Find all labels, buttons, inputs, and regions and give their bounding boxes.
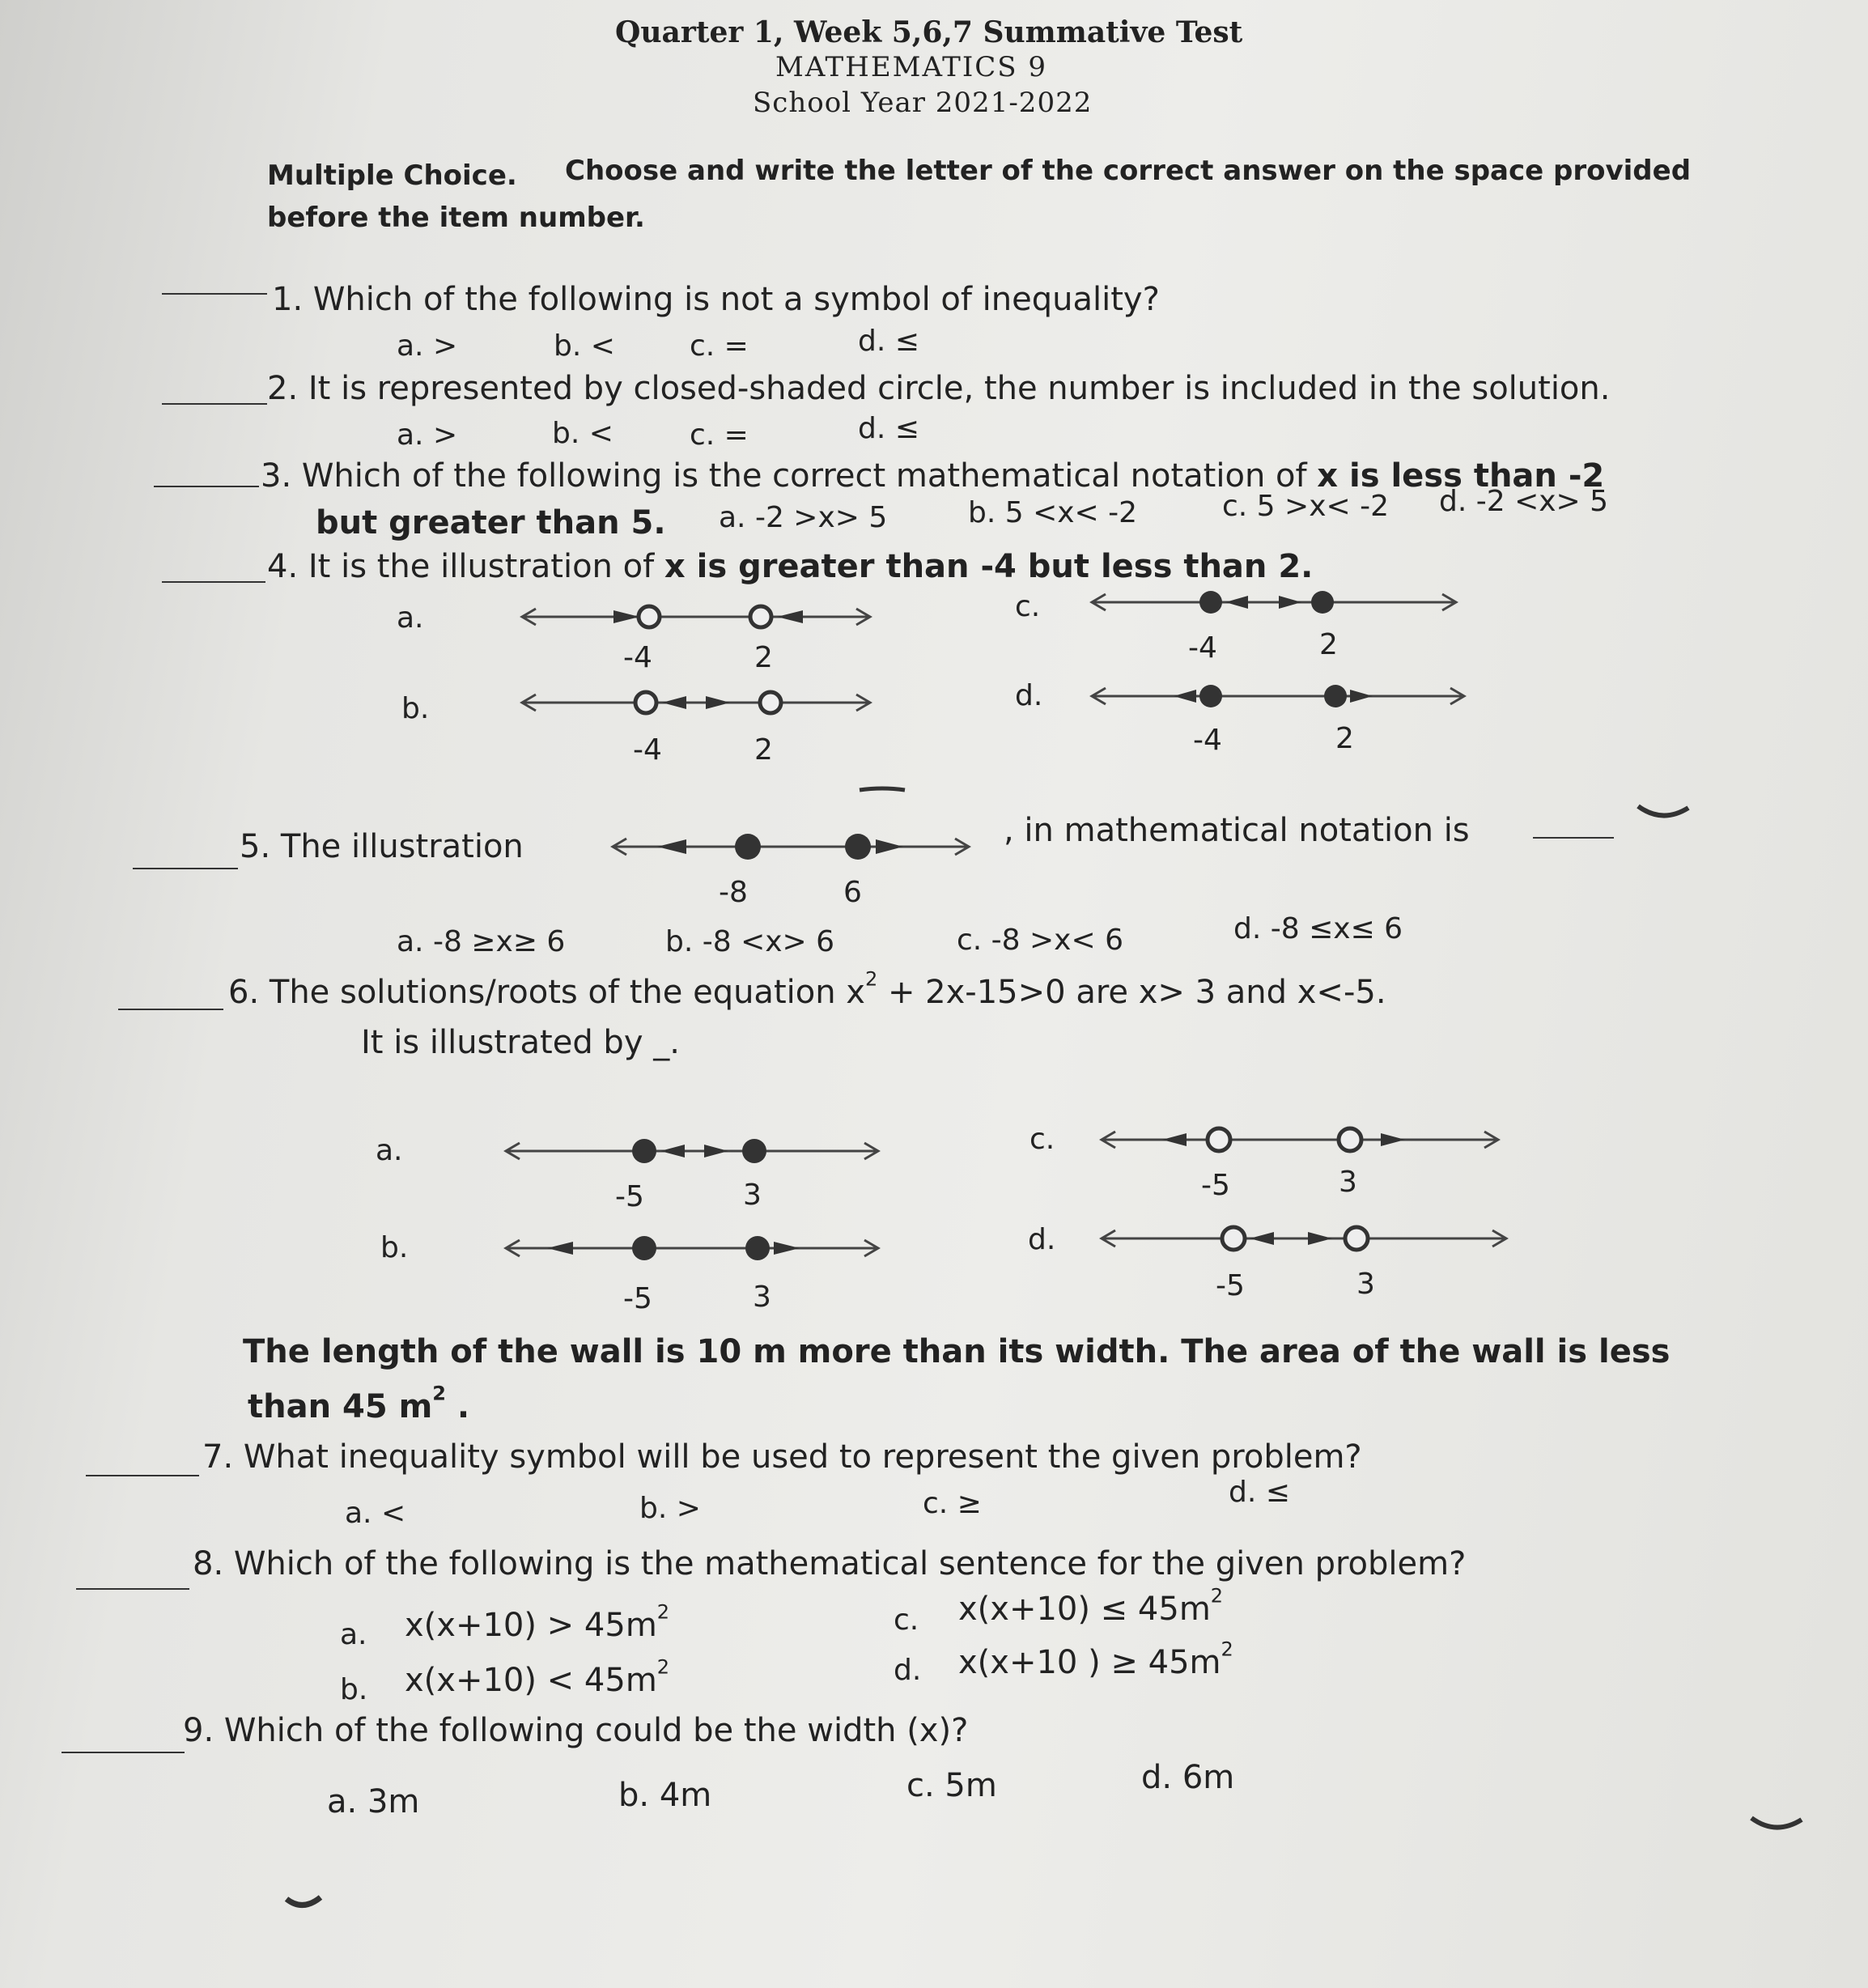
question-3 [261, 457, 1605, 495]
number-line-q6-c [1097, 1124, 1502, 1156]
number-line-q5 [609, 829, 973, 866]
q6-text: 6. The solutions/roots of the equation [228, 974, 847, 1011]
q3-option-a: a. -2 >x> 5 [719, 501, 888, 534]
q6-eq-exp: 2 [864, 967, 878, 991]
answer-blank-5[interactable] [133, 868, 238, 869]
q6-c-tick-left: -5 [1201, 1169, 1230, 1202]
q8-a-text: x(x+10) > 45m [405, 1607, 657, 1644]
q4-a-tick-left: -4 [623, 641, 652, 674]
q3-option-c: c. 5 >x< -2 [1222, 490, 1389, 523]
q6-option-c-label: c. [1030, 1123, 1055, 1156]
question-5-tail: , in mathematical notation is [1004, 812, 1470, 849]
number-line-q4-a [518, 599, 874, 631]
q4-d-tick-left: -4 [1193, 724, 1222, 757]
q3-option-d: d. -2 <x> 5 [1439, 485, 1609, 518]
test-title: Quarter 1, Week 5,6,7 Summative Test [615, 15, 1243, 49]
question-4 [267, 550, 1313, 583]
pen-mark [858, 785, 906, 795]
word-problem-line-2 [248, 1382, 470, 1425]
answer-blank-3[interactable] [154, 486, 259, 487]
q8-option-b-label: b. [340, 1673, 368, 1706]
q1-option-c: c. = [690, 329, 749, 363]
q6-option-a-label: a. [376, 1134, 403, 1167]
q8-c-text: x(x+10) ≤ 45m [958, 1591, 1211, 1628]
q5-tick-left: -8 [719, 876, 748, 909]
question-5: 5. The illustration [240, 828, 524, 865]
number-line-q6-a [502, 1135, 882, 1167]
q4-option-a-label: a. [397, 601, 424, 635]
answer-blank-2[interactable] [162, 403, 267, 405]
word-problem: The length of the wall is 10 m more than its width. The area of the wall is less [243, 1333, 1671, 1370]
question-7: 7. What inequality symbol will be used to represent the given problem? [202, 1438, 1362, 1476]
q7-option-d: d. ≤ [1229, 1476, 1290, 1509]
q6-b-tick-left: -5 [623, 1282, 652, 1315]
q8-d-text: x(x+10 ) ≥ 45m [958, 1644, 1221, 1681]
q1-option-a: a. > [397, 329, 458, 363]
number-line-q4-b [518, 686, 874, 719]
q4-d-tick-right: 2 [1335, 722, 1354, 755]
q1-option-b: b. < [554, 329, 615, 363]
q5-inline-blank[interactable] [1533, 837, 1614, 839]
q8-option-a [405, 1600, 670, 1644]
q8-b-exp: 2 [656, 1655, 670, 1679]
q5-option-b: b. -8 <x> 6 [665, 925, 835, 958]
q8-b-text: x(x+10) < 45m [405, 1662, 657, 1699]
answer-blank-6[interactable] [118, 1009, 223, 1010]
q4-text: 4. It is the illustration of [267, 548, 664, 585]
q4-text-bold: x is greater than -4 but less than 2. [664, 548, 1314, 585]
q4-option-c-label: c. [1015, 590, 1041, 623]
q8-a-exp: 2 [656, 1600, 670, 1624]
instructions-text: Choose and write the letter of the correct answer on the space provided [565, 155, 1692, 187]
q5-tick-right: 6 [843, 876, 862, 909]
q8-c-exp: 2 [1210, 1584, 1224, 1608]
q6-b-tick-right: 3 [753, 1281, 771, 1314]
q8-option-c-label: c. [894, 1604, 919, 1637]
q6-a-tick-left: -5 [615, 1180, 644, 1213]
question-6 [228, 967, 1386, 1011]
q4-option-d-label: d. [1015, 679, 1043, 712]
q4-b-tick-left: -4 [633, 733, 662, 767]
number-line-q4-c [1088, 586, 1460, 618]
answer-blank-9[interactable] [62, 1752, 185, 1753]
q6-a-tick-right: 3 [743, 1179, 762, 1212]
pen-mark [283, 1894, 324, 1914]
q3-option-b: b. 5 <x< -2 [968, 496, 1138, 529]
answer-blank-8[interactable] [76, 1588, 189, 1590]
q4-a-tick-right: 2 [754, 641, 773, 674]
q5-option-d: d. -8 ≤x≤ 6 [1233, 912, 1403, 945]
question-6-line-2: It is illustrated by _. [361, 1024, 680, 1061]
q6-d-tick-left: -5 [1216, 1269, 1245, 1302]
q8-option-a-label: a. [340, 1618, 367, 1651]
pen-mark [1635, 801, 1692, 826]
problem-exp: 2 [432, 1382, 446, 1405]
problem-text-pre: than 45 m [248, 1388, 433, 1425]
q5-option-c: c. -8 >x< 6 [957, 924, 1123, 957]
question-9: 9. Which of the following could be the width (x)? [183, 1712, 969, 1749]
answer-blank-1[interactable] [162, 293, 267, 295]
q9-option-d: d. 6m [1141, 1759, 1235, 1796]
school-year: School Year 2021-2022 [753, 87, 1093, 119]
q8-option-c [958, 1584, 1224, 1628]
q6-eq-rest: + 2x-15>0 [877, 974, 1066, 1011]
q4-c-tick-right: 2 [1319, 628, 1338, 661]
q7-option-c: c. ≥ [923, 1487, 982, 1520]
question-3-line-2: but greater than 5. [316, 504, 666, 542]
instructions-text-2: before the item number. [267, 202, 645, 234]
q7-option-a: a. < [345, 1497, 406, 1530]
question-8: 8. Which of the following is the mathematical sentence for the given problem? [193, 1545, 1467, 1582]
pen-mark [1748, 1813, 1805, 1837]
q4-option-b-label: b. [401, 692, 430, 725]
question-1: 1. Which of the following is not a symbol of inequality? [272, 281, 1160, 318]
q8-option-d [958, 1638, 1233, 1681]
q9-option-c: c. 5m [906, 1767, 997, 1804]
number-line-q4-d [1088, 680, 1468, 712]
instructions-label: Multiple Choice. [267, 159, 517, 192]
q5-option-a: a. -8 ≥x≥ 6 [397, 925, 566, 958]
answer-blank-7[interactable] [86, 1475, 199, 1476]
answer-blank-4[interactable] [162, 581, 265, 583]
subject-title: MATHEMATICS 9 [775, 51, 1048, 83]
q3-text: 3. Which of the following is the correct mathematical notation of [261, 457, 1318, 495]
q6-eq-x: x [846, 974, 865, 1011]
q7-option-b: b. > [639, 1492, 701, 1525]
question-2: 2. It is represented by closed-shaded circle, the number is included in the solution. [267, 370, 1611, 407]
q8-d-exp: 2 [1221, 1638, 1233, 1661]
q8-option-d-label: d. [894, 1654, 922, 1687]
q8-option-b [405, 1655, 670, 1699]
q6-d-tick-right: 3 [1356, 1268, 1375, 1301]
q6-option-d-label: d. [1028, 1223, 1056, 1256]
q6-option-b-label: b. [380, 1231, 409, 1264]
problem-text-post: . [445, 1388, 470, 1425]
q2-option-b: b. < [552, 417, 613, 450]
q4-b-tick-right: 2 [754, 733, 773, 767]
q9-option-a: a. 3m [327, 1783, 420, 1820]
q4-c-tick-left: -4 [1188, 631, 1217, 665]
q2-option-a: a. > [397, 418, 458, 452]
number-line-q6-b [502, 1232, 882, 1264]
number-line-q6-d [1097, 1222, 1510, 1255]
q2-option-d: d. ≤ [858, 412, 919, 445]
q6-c-tick-right: 3 [1339, 1166, 1357, 1199]
q6-text-post: are x> 3 and x<-5. [1065, 974, 1386, 1011]
q2-option-c: c. = [690, 418, 749, 452]
q9-option-b: b. 4m [618, 1777, 712, 1814]
q3-text-bold: x is less than -2 [1317, 457, 1605, 495]
q1-option-d: d. ≤ [858, 325, 919, 358]
